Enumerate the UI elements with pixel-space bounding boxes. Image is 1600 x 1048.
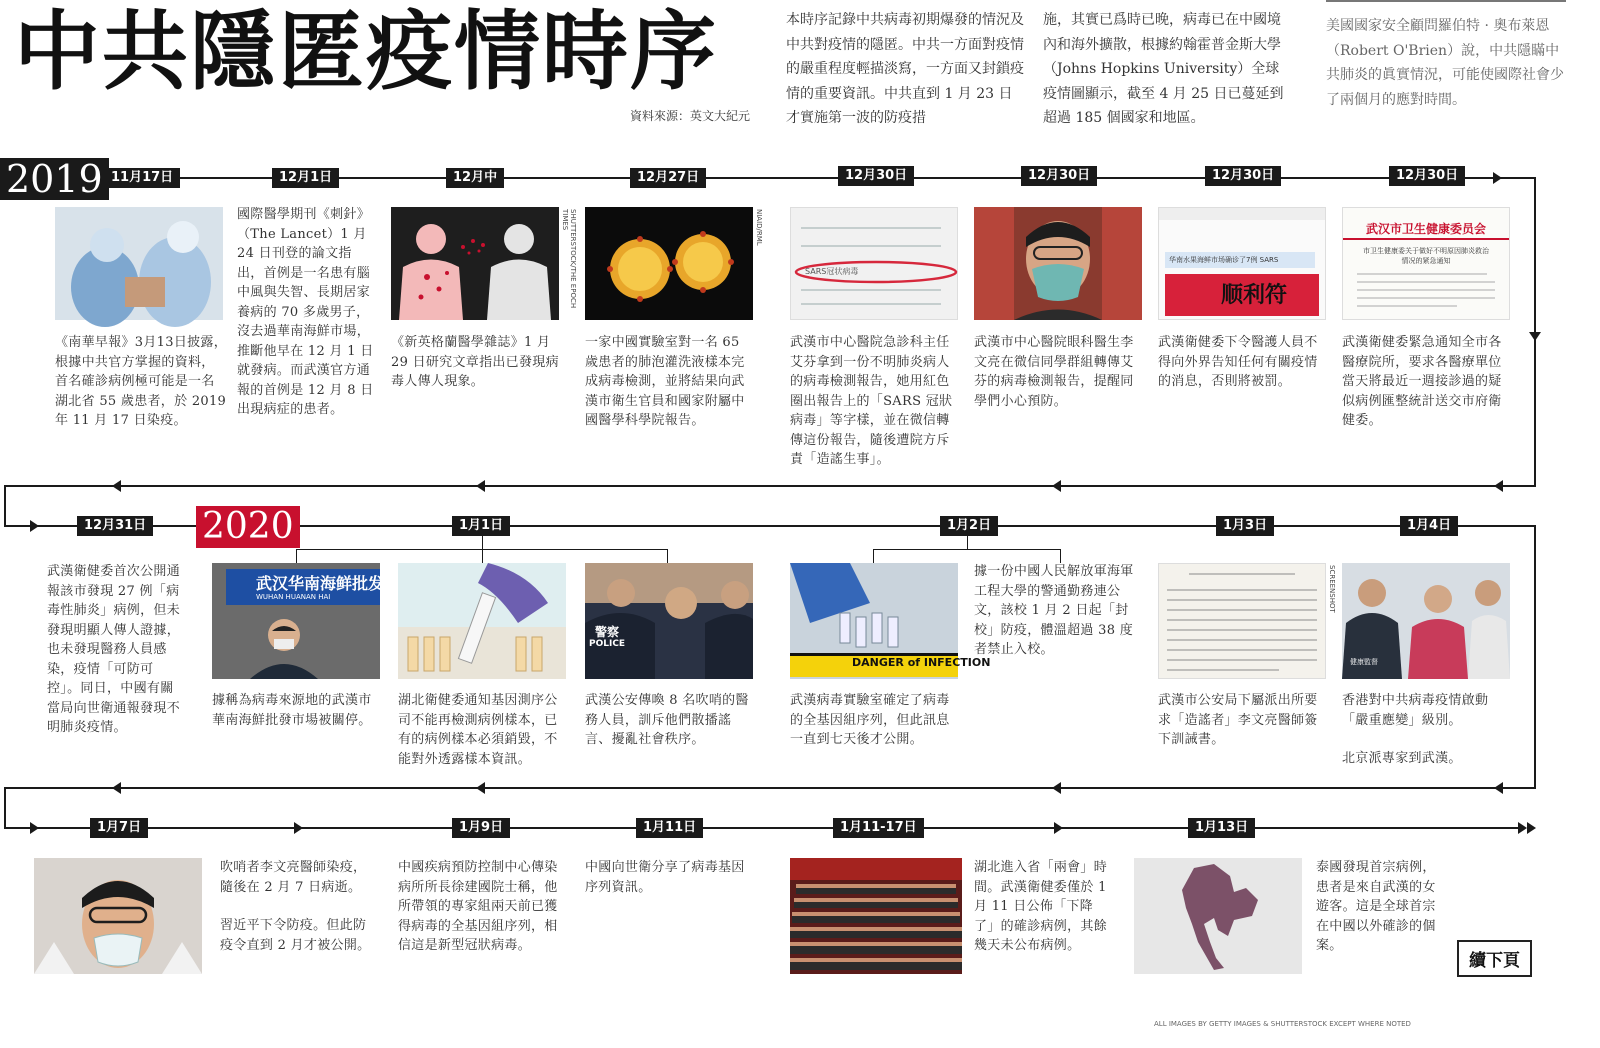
seafood-market-photo (212, 563, 385, 679)
notice-divider (1343, 238, 1509, 240)
event-text: 武漢衛健委下令醫護人員不得向外界告知任何有關疫情的消息，否則將被罰。 (1158, 335, 1318, 389)
notice-subtitle: 市卫生健康委关于做好不明原因肺炎救治情况的紧急通知 (1363, 247, 1489, 265)
quote-text: 美國國家安全顧問羅伯特 · 奧布萊恩（Robert O'Brien）說，中共隱瞞中共肺炎的眞實情況，可能使國際社會少了兩個月的應對時間。 (1326, 18, 1564, 108)
date-badge: 12月31日 (77, 516, 153, 536)
event-text: 中國向世衛分享了病毒基因序列資訊。 (585, 860, 745, 895)
date-badge: 1月3日 (1216, 516, 1274, 536)
human-transmission-illustration (391, 207, 559, 320)
arrow-left-icon (476, 782, 485, 794)
date-badge: 12月中 (446, 168, 504, 188)
event-text: 北京派專家到武漢。 (1342, 751, 1462, 766)
event-text: 據一份中國人民解放軍海軍工程大學的警通勤務連公文，該校 1 月 2 日起「封校」防疫，體溫超過 38 度者禁止入校。 (974, 564, 1134, 657)
arrow-right-icon (1054, 822, 1063, 834)
lab-sample-photo (398, 563, 566, 679)
phone-status-bar (1159, 208, 1325, 220)
event-text: 湖北進入省「兩會」時間。武漢衛健委僅於 1 月 11 日公佈「下降了」的確診病例，其餘幾天未公布病例。 (974, 860, 1108, 953)
page-title: 中共隱匿疫情時序 (14, 1, 718, 102)
message-bubble: 华南水果海鲜市场确诊了7例 SARS (1165, 252, 1315, 268)
date-badge: 1月4日 (1400, 516, 1458, 536)
event-text: 武漢市中心醫院眼科醫生李文亮在微信同學群組轉傳艾芬的病毒檢測報告，提醒同學們小心預防。 (974, 335, 1134, 409)
fortune-characters: 顺利符 (1221, 282, 1288, 308)
hazmat-workers-photo (55, 207, 223, 320)
report-highlight-text: SARS冠状病毒 (805, 267, 859, 276)
health-label: 健康監督 (1350, 658, 1378, 666)
police-badge-cn: 警察 (595, 625, 620, 639)
intro-column-2: 施，其實已爲時已晚，病毒已在中國境內和海外擴散，根據約翰霍普金斯大學（Johns Hopkins University）全球疫情圖顯示，截至 4 月 25 日已蔓延到超過 185 個國家和地區。 (1043, 12, 1284, 126)
event-text: 武漢市公安局下屬派出所要求「造謠者」李文亮醫師簽下訓誡書。 (1158, 693, 1318, 747)
event-text: 中國疾病預防控制中心傳染病所所長徐建國院士稱，他所帶領的專家組兩天前已獲得病毒的全基因組序列，相信這是新型冠狀病毒。 (398, 860, 558, 953)
date-badge: 12月30日 (838, 166, 914, 186)
date-badge: 1月1日 (452, 516, 510, 536)
source-note: 資料來源：英文大紀元 (630, 109, 751, 123)
arrow-left-icon (1494, 782, 1503, 794)
date-badge: 1月13日 (1188, 818, 1255, 838)
timeline-connector-right-2 (1534, 525, 1536, 789)
arrow-left-icon (112, 480, 121, 492)
date-badge: 1月11-17日 (833, 818, 924, 838)
image-credit-footer: ALL IMAGES BY GETTY IMAGES & SHUTTERSTOCK EXCEPT WHERE NOTED (1154, 1020, 1411, 1028)
li-wenliang-selfie-photo (974, 207, 1142, 320)
police-photo (585, 563, 753, 679)
arrow-left-icon (476, 480, 485, 492)
event-text: 吹哨者李文亮醫師染疫，隨後在 2 月 7 日病逝。 (220, 860, 367, 895)
event-text: 武漢市中心醫院急診科主任艾芬拿到一份不明肺炎病人的病毒檢測報告，她用紅色圈出報告上的「SARS 冠狀病毒」等字樣，並在微信轉傳這份報告，隨後遭院方斥責「造謠生事」。 (790, 335, 953, 467)
phone-message-screenshot (1158, 207, 1326, 320)
arrow-left-icon (1052, 782, 1061, 794)
timeline-line-row3 (4, 827, 1520, 829)
li-wenliang-hospital-photo (34, 858, 202, 974)
date-badge: 12月1日 (272, 168, 339, 188)
date-badge: 1月11日 (636, 818, 703, 838)
date-badge: 12月30日 (1205, 166, 1281, 186)
event-text: 武漢公安傳喚 8 名吹哨的醫務人員，訓斥他們散播謠言、擾亂社會秩序。 (585, 693, 749, 747)
bracket-line (1060, 549, 1061, 563)
arrow-down-icon (1529, 332, 1541, 341)
date-badge: 12月27日 (630, 168, 706, 188)
event-text: 《新英格蘭醫學雜誌》1 月 29 日研究文章指出已發現病毒人傳人現象。 (391, 335, 559, 389)
lab-danger-photo (790, 563, 991, 679)
event-text: 《南華早報》3月13日披露，根據中共官方掌握的資料，首名確診病例極可能是一名湖北省 55 歲患者，於 2019 年 11 月 17 日染疫。 (55, 335, 228, 428)
event-text: 習近平下令防疫。但此防疫令直到 2 月才被公開。 (220, 918, 371, 953)
bracket-line (482, 536, 483, 565)
bracket-line (967, 536, 968, 550)
photo-credit: SHUTTERSTOCK/THE EPOCH TIMES (561, 209, 577, 309)
photo-credit: SCREENSHOT (1328, 565, 1336, 613)
event-text: 據稱為病毒來源地的武漢市華南海鮮批發市場被關停。 (212, 693, 372, 728)
arrow-left-icon (1052, 480, 1061, 492)
date-badge: 12月30日 (1021, 166, 1097, 186)
photo-credit: NIAID/RML (755, 209, 763, 246)
arrow-right-icon (30, 822, 39, 834)
event-text: 一家中國實驗室對一名 65 歲患者的肺泡灌洗液樣本完成病毒檢測，並將結果向武漢市衛生官員和國家附屬中國醫學科學院報告。 (585, 335, 745, 428)
continue-next-page-button[interactable]: 續下頁 (1457, 940, 1532, 977)
event-text: 泰國發現首宗病例，患者是來自武漢的女遊客。這是全球首宗在中國以外確診的個案。 (1316, 860, 1436, 953)
intro-column-1: 本時序記錄中共病毒初期爆發的情況及中共對疫情的隱匿。中共一方面對疫情的嚴重程度輕描淡寫，一方面又封鎖疫情的重要資訊。中共直到 1 月 23 日才實施第一波的防疫措 (786, 12, 1024, 126)
date-badge: 11月17日 (104, 168, 180, 188)
event-text: 湖北衛健委通知基因測序公司不能再檢測病例樣本，已有的病例樣本必須銷毀，不能對外透露樣本資訊。 (398, 693, 558, 767)
virus-test-report-photo (790, 207, 958, 320)
virus-microscope-photo (585, 207, 753, 320)
event-text: 香港對中共病毒疫情啟動「嚴重應變」級別。 (1342, 693, 1489, 728)
quote-divider (1326, 0, 1566, 2)
thailand-map (1134, 858, 1302, 974)
health-commission-notice (1342, 207, 1510, 320)
police-badge-en: POLICE (589, 639, 626, 649)
bracket-line (873, 549, 874, 563)
arrow-left-icon (1494, 480, 1503, 492)
congress-hall-photo (790, 858, 962, 974)
danger-text: DANGER of INFECTION (852, 656, 991, 669)
date-badge: 1月7日 (90, 818, 148, 838)
arrow-right-icon (30, 520, 39, 532)
timeline-return-line-1 (4, 485, 1536, 487)
timeline-connector-left-2 (4, 787, 6, 829)
market-sign-english: WUHAN HUANAN HAI (256, 593, 331, 601)
date-badge: 1月2日 (940, 516, 998, 536)
arrow-right-icon (1493, 172, 1502, 184)
arrow-right-icon (1527, 822, 1536, 834)
event-text: 武漢衛健委首次公開通報該市發現 27 例「病毒性肺炎」病例，但未發現明顯人傳人證據，也未發現醫務人員感染，疫情「可防可控」。同日，中國有關當局向世衛通報發現不明肺炎疫情。 (47, 564, 181, 735)
market-sign-text: 武汉华南海鲜批发 (256, 574, 385, 593)
arrow-right-icon (1518, 822, 1527, 834)
event-text: 國際醫學期刊《刺針》（The Lancet）1 月 24 日刊登的論文指出，首例是一名患有腦中風與失智、長期居家養病的 70 多歲男子，沒去過華南海鮮市場，推斷他早在 12 月 1 日就發病。而武漢官方通報的首例是 12 月 8 日出現病症的患者。 (237, 207, 374, 417)
arrow-right-icon (294, 822, 303, 834)
year-label-2020: 2020 (196, 506, 300, 548)
year-label-2019: 2019 (0, 158, 109, 200)
notice-title: 武汉市卫生健康委员会 (1365, 222, 1486, 236)
reprimand-letter-screenshot (1158, 563, 1326, 679)
date-badge: 12月30日 (1389, 166, 1465, 186)
hk-airport-screening-photo (1342, 563, 1510, 679)
event-text: 武漢衛健委緊急通知全市各醫療院所，要求各醫療單位當天將最近一週接診過的疑似病例匯整統計送交市府衛健委。 (1342, 335, 1502, 428)
timeline-connector-left-1 (4, 485, 6, 527)
date-badge: 1月9日 (452, 818, 510, 838)
event-text: 武漢病毒實驗室確定了病毒的全基因組序列，但此訊息一直到七天後才公開。 (790, 693, 950, 747)
timeline-return-line-2 (4, 787, 1536, 789)
arrow-left-icon (112, 782, 121, 794)
